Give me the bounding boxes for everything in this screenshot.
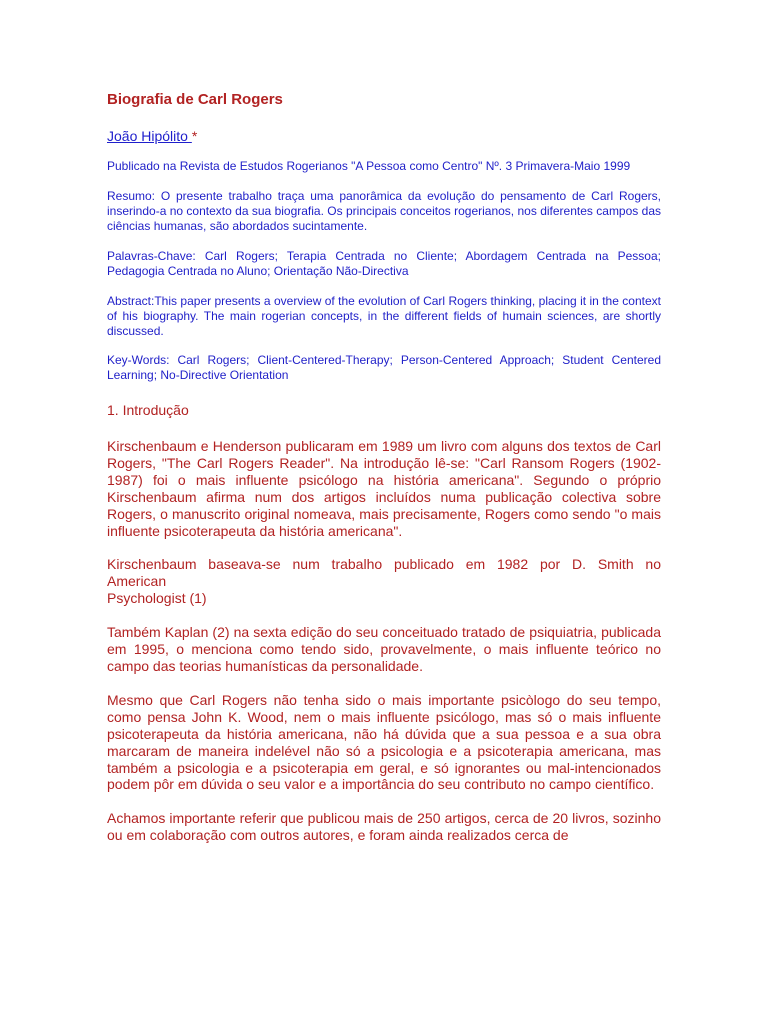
paragraph-1: Kirschenbaum e Henderson publicaram em 1989 um livro com alguns dos textos de Carl Rogers, "The Carl Rogers Reader". Na introdução lê-se: "Carl Ransom Rogers (1902-1987) foi o mais influente psicólogo na história americana". Segundo o próprio Kirschenbaum afirma num dos artigos incluídos numa publicação colectiva sobre Rogers, o manuscrito original nomeava, mais precisamente, Rogers como sendo "o mais influente psicoterapeuta da história americana". <box>107 438 661 539</box>
paragraph-5: Achamos importante referir que publicou mais de 250 artigos, cerca de 20 livros, sozinho ou em colaboração com outros autores, e foram ainda realizados cerca de <box>107 810 661 844</box>
palavras-chave: Palavras-Chave: Carl Rogers; Terapia Centrada no Cliente; Abordagem Centrada na Pessoa; Pedagogia Centrada no Aluno; Orientação Não-Directiva <box>107 249 661 278</box>
paragraph-2-line-3: Psychologist (1) <box>107 590 207 607</box>
paragraph-4: Mesmo que Carl Rogers não tenha sido o mais importante psicòlogo do seu tempo, como pensa John K. Wood, nem o mais influente psicólogo, mas só o mais influente psicoterapeuta da história americana, não há dúvida que a sua pessoa e a sua obra marcaram de maneira indelével não só a psicologia e a psicoterapia americana, mas também a psicologia e a psicoterapia em geral, e só ignorantes ou mal-intencionados podem pôr em dúvida o seu valor e a importância do seu contributo no campo científico. <box>107 691 661 793</box>
article-title: Biografia de Carl Rogers <box>107 91 283 108</box>
publication-info: Publicado na Revista de Estudos Rogerianos "A Pessoa como Centro" Nº. 3 Primavera-Maio 1999 <box>107 159 631 173</box>
author-link[interactable]: João Hipólito <box>107 128 192 144</box>
author-line <box>107 127 661 145</box>
author-footnote-mark: * <box>191 128 198 144</box>
paragraph-2-line-2: American <box>107 573 167 590</box>
abstract: Abstract:This paper presents a overview of the evolution of Carl Rogers thinking, placing it in the context of his biography. The main rogerian concepts, in the different fields of humain sciences, are shortly discussed. <box>107 294 661 338</box>
key-words: Key-Words: Carl Rogers; Client-Centered-Therapy; Person-Centered Approach; Student Centered Learning; No-Directive Orientation <box>107 353 661 382</box>
section-heading: 1. Introdução <box>107 402 189 418</box>
resumo: Resumo: O presente trabalho traça uma panorâmica da evolução do pensamento de Carl Rogers, inserindo-a no contexto da sua biografia. Os principais conceitos rogerianos, nos diferentes campos das ciências humanas, são abordados sucintamente. <box>107 189 661 233</box>
paragraph-2 <box>107 556 661 607</box>
paragraph-3: Também Kaplan (2) na sexta edição do seu conceituado tratado de psiquiatria, publicada em 1995, o menciona como tendo sido, provavelmente, o mais influente teórico no campo das teorias humanísticas da personalidade. <box>107 624 661 674</box>
paragraph-2-line-1: Kirschenbaum baseava-se num trabalho publicado em 1982 por D. Smith no <box>107 556 661 573</box>
